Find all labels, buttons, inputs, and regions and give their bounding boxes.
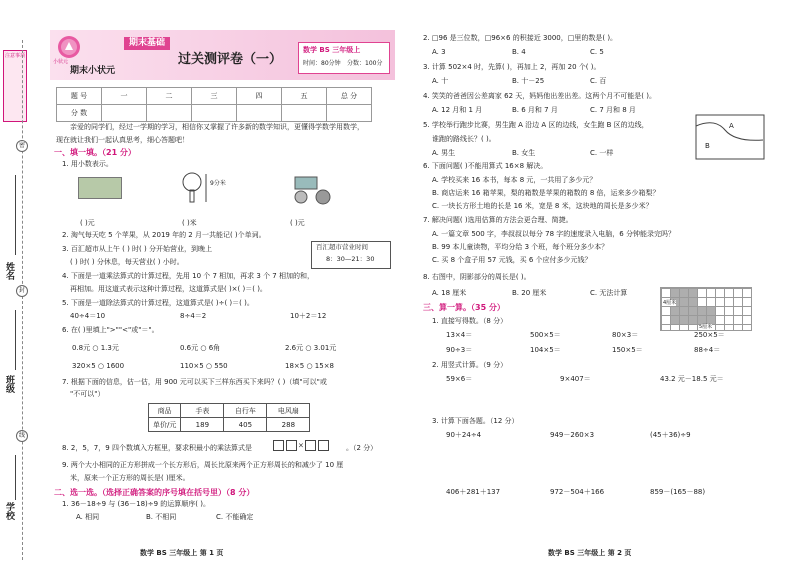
track-label-b: B [705, 142, 710, 150]
s1-q5-step: 8÷4＝2 [180, 312, 207, 320]
score-input-cell[interactable] [327, 105, 372, 122]
score-header-cell: 题 号 [57, 88, 102, 105]
header-badge: 期末基础 [124, 37, 170, 50]
score-header-cell: 二 [147, 88, 192, 105]
s3-q1: 1. 直接写得数。（8 分） [432, 317, 508, 325]
s1-q6-item[interactable]: 320×5 ○ 1600 [72, 362, 125, 370]
s2-q1: 1. 36－18÷9 与 (36－18)÷9 的运算顺序( )。 [62, 500, 210, 508]
binding-circle-1: 密 [16, 140, 28, 152]
track-label-a: A [729, 122, 734, 130]
s1-q6: 6. 在( )里填上">""<"或"＝"。 [62, 326, 159, 334]
s2-q2: 2. □96 是三位数，□96×6 的积接近 3000，□里的数是( )。 [423, 34, 618, 42]
side-note-box [3, 50, 27, 122]
price-table [148, 403, 310, 432]
price-cell: 288 [267, 418, 310, 432]
s2-q2-opt[interactable]: A. 3 [432, 48, 446, 56]
info-box [298, 42, 390, 74]
s2-q8-opt[interactable]: C. 无法计算 [590, 289, 628, 297]
s2-q2-opt[interactable]: B. 4 [512, 48, 526, 56]
s2-q1-opt[interactable]: B. 不相同 [146, 513, 177, 521]
score-label-cell: 分 数 [57, 105, 102, 122]
s1-q5-step: 40÷4＝10 [70, 312, 106, 320]
s2-q6-opt[interactable]: B. 商店运来 16 箱苹果，梨的箱数是苹果的箱数的 8 倍，运来多少箱梨？ [432, 189, 660, 197]
logo-text: 小状元 [53, 59, 69, 65]
s2-q1-opt[interactable]: A. 相同 [76, 513, 100, 521]
s2-q5-opt[interactable]: A. 男生 [432, 149, 456, 157]
price-cell: 手表 [181, 404, 224, 418]
subject-line: 数学 BS 三年级上 [303, 46, 361, 54]
s3-q1-item[interactable]: 88÷4＝ [694, 346, 721, 354]
score-input-cell[interactable] [192, 105, 237, 122]
digit-box[interactable] [318, 440, 329, 451]
s1-q8-tail: 。（2 分） [346, 444, 378, 452]
score-input-cell[interactable] [147, 105, 192, 122]
tree-height-label: 9分米 [210, 180, 226, 187]
s3-q2-item[interactable]: 43.2 元－18.5 元＝ [660, 375, 724, 383]
score-header-row [57, 88, 372, 105]
s1-q7-line1: 7. 根据下面的信息，估一估，用 900 元可以买下三样东西买下来吗？( )（填"可以"或 [62, 378, 327, 386]
s3-q1-item[interactable]: 104×5＝ [530, 346, 561, 354]
binding-strip [0, 0, 46, 576]
exam-title: 过关测评卷（一） [178, 52, 283, 67]
s2-q3-opt[interactable]: C. 百 [590, 77, 607, 85]
s2-q4-opt[interactable]: C. 7 月和 8 月 [590, 106, 636, 114]
score-header-cell: 四 [237, 88, 282, 105]
s2-q7-opt[interactable]: A. 一篇文章 500 字，李叔叔以每分 78 字的速度录入电脑，6 分钟能录完吗？ [432, 230, 675, 238]
store-hours-title: 百汇超市营业时间 [316, 243, 368, 251]
s1-q5: 5. 下面是一道除法算式的计算过程，这道算式是( )÷( )＝( )。 [62, 299, 254, 307]
s1-q3-line1: 3. 百汇超市从上午 ( ) 时( ) 分开始营业，到晚上 [62, 245, 212, 253]
s1-q9-line2: 米，原来一个正方形的周长是( )厘米。 [70, 474, 190, 482]
s3-q2: 2. 用竖式计算。（9 分） [432, 361, 508, 369]
tree-figure [180, 172, 210, 204]
score-input-cell[interactable] [102, 105, 147, 122]
s1-q1-blank-3[interactable]: ( )元 [290, 219, 305, 227]
footer-page-1: 数学 BS 三年级上 第 1 页 [140, 549, 224, 557]
s2-q8-opt[interactable]: B. 20 厘米 [512, 289, 547, 297]
s3-q3-item[interactable]: 90＋24÷4 [446, 431, 482, 439]
store-hours-sign [311, 241, 391, 269]
s3-q1-item[interactable]: 90÷3＝ [446, 346, 473, 354]
s2-q5-opt[interactable]: B. 女生 [512, 149, 536, 157]
s1-q6-item[interactable]: 0.6元 ○ 6角 [180, 344, 221, 352]
coins-image [293, 175, 333, 205]
grid-label-4cm: 4厘米 [663, 300, 677, 306]
side-note-label: 注意事项 [5, 53, 26, 59]
section3-title: 三、算一算。（35 分） [423, 303, 505, 312]
exam-header [50, 30, 395, 80]
grid-label-5cm: 5厘米 [699, 324, 713, 330]
s2-q5-line1: 5. 学校举行跑步比赛，男生跑 A 沿边 A 区的边线，女生跑 B 区的边线， [423, 121, 649, 129]
banknote-image [78, 177, 122, 199]
class-line[interactable] [15, 310, 16, 370]
s2-q7-opt[interactable]: C. 买 8 个盒子用 57 元钱，买 6 个应付多少元钱？ [432, 256, 592, 264]
binding-circle-2: 封 [16, 285, 28, 297]
s3-q1-item[interactable]: 500×5＝ [530, 331, 561, 339]
header-brand: 期末小状元 [70, 66, 116, 76]
score-header-cell: 一 [102, 88, 147, 105]
s3-q3-item[interactable]: 972－504＋166 [550, 488, 605, 496]
s1-q1-blank-2[interactable]: ( )米 [182, 219, 197, 227]
name-label: 姓名 [4, 262, 14, 280]
price-cell: 单价/元 [149, 418, 181, 432]
s3-q1-item[interactable]: 150×5＝ [612, 346, 643, 354]
s3-q3-item[interactable]: 406＋281＋137 [446, 488, 501, 496]
price-table-row [149, 404, 310, 418]
store-hours-time: 8：30—21：30 [326, 255, 375, 263]
s1-q8-boxes[interactable]: × [272, 440, 330, 451]
digit-box[interactable] [273, 440, 284, 451]
s1-q3-line2: ( ) 时( ) 分休息，每天营业( ) 小时。 [70, 258, 184, 266]
s2-q1-opt[interactable]: C. 不能确定 [216, 513, 254, 521]
s2-q2-opt[interactable]: C. 5 [590, 48, 604, 56]
binding-dashed-line [22, 40, 23, 560]
score-input-cell[interactable] [237, 105, 282, 122]
s2-q8: 8. 右图中，阴影部分的周长是( )。 [423, 273, 531, 281]
time-label: 时间：80分钟 [303, 60, 341, 67]
s1-q6-item[interactable]: 110×5 ○ 550 [180, 362, 228, 370]
digit-box[interactable] [305, 440, 316, 451]
s1-q6-item[interactable]: 0.8元 ○ 1.3元 [72, 344, 119, 352]
s3-q3-item[interactable]: 859－(165－88) [650, 488, 706, 496]
s2-q8-opt[interactable]: A. 18 厘米 [432, 289, 467, 297]
footer-page-2: 数学 BS 三年级上 第 2 页 [548, 549, 632, 557]
s1-q7-line2: "不可以"） [70, 390, 105, 398]
score-input-cell[interactable] [282, 105, 327, 122]
s3-q3-item[interactable]: (45＋36)÷9 [650, 431, 691, 439]
s1-q6-item[interactable]: 2.6元 ○ 3.01元 [285, 344, 337, 352]
price-table-row [149, 418, 310, 432]
digit-box[interactable] [286, 440, 297, 451]
section1-title: 一、填一填。（21 分） [54, 148, 136, 157]
s1-q1: 1. 用小数表示。 [62, 160, 113, 168]
s2-q7: 7. 解决问题( )选用估算的方法会更合理、简捷。 [423, 216, 573, 224]
price-cell: 电风扇 [267, 404, 310, 418]
s3-q2-item[interactable]: 59×6＝ [446, 375, 473, 383]
s1-q6-item[interactable]: 18×5 ○ 15×8 [285, 362, 335, 370]
section2-title: 二、选一选。（选择正确答案的序号填在括号里）（8 分） [54, 488, 255, 497]
intro-line-2: 现在就让我们一起认真思考，细心答题吧！ [56, 136, 189, 144]
s2-q6-opt[interactable]: C. 一块长方形土地的长是 16 米，宽是 8 米，这块地的周长是多少米？ [432, 202, 653, 210]
s2-q4-opt[interactable]: B. 6 月和 7 月 [512, 106, 558, 114]
score-header-cell: 三 [192, 88, 237, 105]
s2-q3: 3. 计算 502×4 时，先算( )，再加上 2，再加 20 个( )。 [423, 63, 601, 71]
s3-q2-item[interactable]: 9×407＝ [560, 375, 591, 383]
score-table [56, 87, 372, 122]
s3-q1-item[interactable]: 13×4＝ [446, 331, 473, 339]
s2-q4: 4. 笑笑的爸爸因公差离家 62 天，妈妈他出差出差。这两个月不可能是( )。 [423, 92, 656, 100]
s1-q2: 2. 淘气每天吃 5 个苹果，从 2019 年的 2 月一共能记( )个单词。 [62, 231, 266, 239]
name-line[interactable] [15, 175, 16, 255]
s3-q1-item[interactable]: 250×5＝ [694, 331, 725, 339]
s3-q3-item[interactable]: 949－260×3 [550, 431, 595, 439]
s1-q9-line1: 9. 两个大小相同的正方形拼成一个长方形后，周长比原来两个正方形周长的和减少了 10 厘 [62, 461, 344, 469]
s3-q1-item[interactable]: 80×3＝ [612, 331, 639, 339]
s2-q7-opt[interactable]: B. 99 本儿童读物，平均分给 3 个班，每个班分多少本？ [432, 243, 609, 251]
s3-q3: 3. 计算下面各题。（12 分） [432, 417, 519, 425]
s2-q6-opt[interactable]: A. 学校买来 16 本书，每本 8 元，一共用了多少元？ [432, 176, 597, 184]
s2-q6: 6. 下面问题( )不能用算式 16×8 解决。 [423, 162, 548, 170]
full-score-label: 分数：100分 [347, 60, 383, 67]
school-line[interactable] [15, 455, 16, 500]
price-cell: 405 [224, 418, 267, 432]
price-cell: 自行车 [224, 404, 267, 418]
price-cell: 商品 [149, 404, 181, 418]
intro-line-1: 亲爱的同学们，经过一学期的学习，相信你又掌握了许多新的数学知识，更懂得学数学用数学， [70, 123, 364, 131]
shaded-grid-figure [660, 287, 752, 331]
price-cell: 189 [181, 418, 224, 432]
s2-q5-line2: 谁跑的路线长？( )。 [432, 135, 496, 143]
logo-icon [58, 36, 80, 58]
s1-q1-blank-1[interactable]: ( )元 [80, 219, 95, 227]
score-value-row [57, 105, 372, 122]
s2-q5-opt[interactable]: C. 一样 [590, 149, 614, 157]
s1-q4-line2: 再相加。用这道式表示这种计算过程，这道算式是( )×( )＝( )。 [70, 285, 267, 293]
school-label: 学校 [4, 502, 14, 520]
class-label: 班级 [4, 375, 14, 393]
score-header-cell: 总 分 [327, 88, 372, 105]
s1-q5-step: 10＋2＝12 [290, 312, 327, 320]
s1-q4-line1: 4. 下面是一道乘法算式的计算过程，先用 10 个 7 相加，再求 3 个 7 相加的和， [62, 272, 314, 280]
s2-q3-opt[interactable]: A. 十 [432, 77, 449, 85]
binding-circle-3: 线 [16, 430, 28, 442]
s2-q3-opt[interactable]: B. 十－25 [512, 77, 545, 85]
score-header-cell: 五 [282, 88, 327, 105]
s1-q8: 8. 2，5，7，9 四个数填入方框里，要求积最小的乘法算式是 [62, 444, 252, 452]
track-figure [695, 114, 765, 160]
shaded-region [670, 306, 715, 324]
s2-q4-opt[interactable]: A. 12 月和 1 月 [432, 106, 483, 114]
